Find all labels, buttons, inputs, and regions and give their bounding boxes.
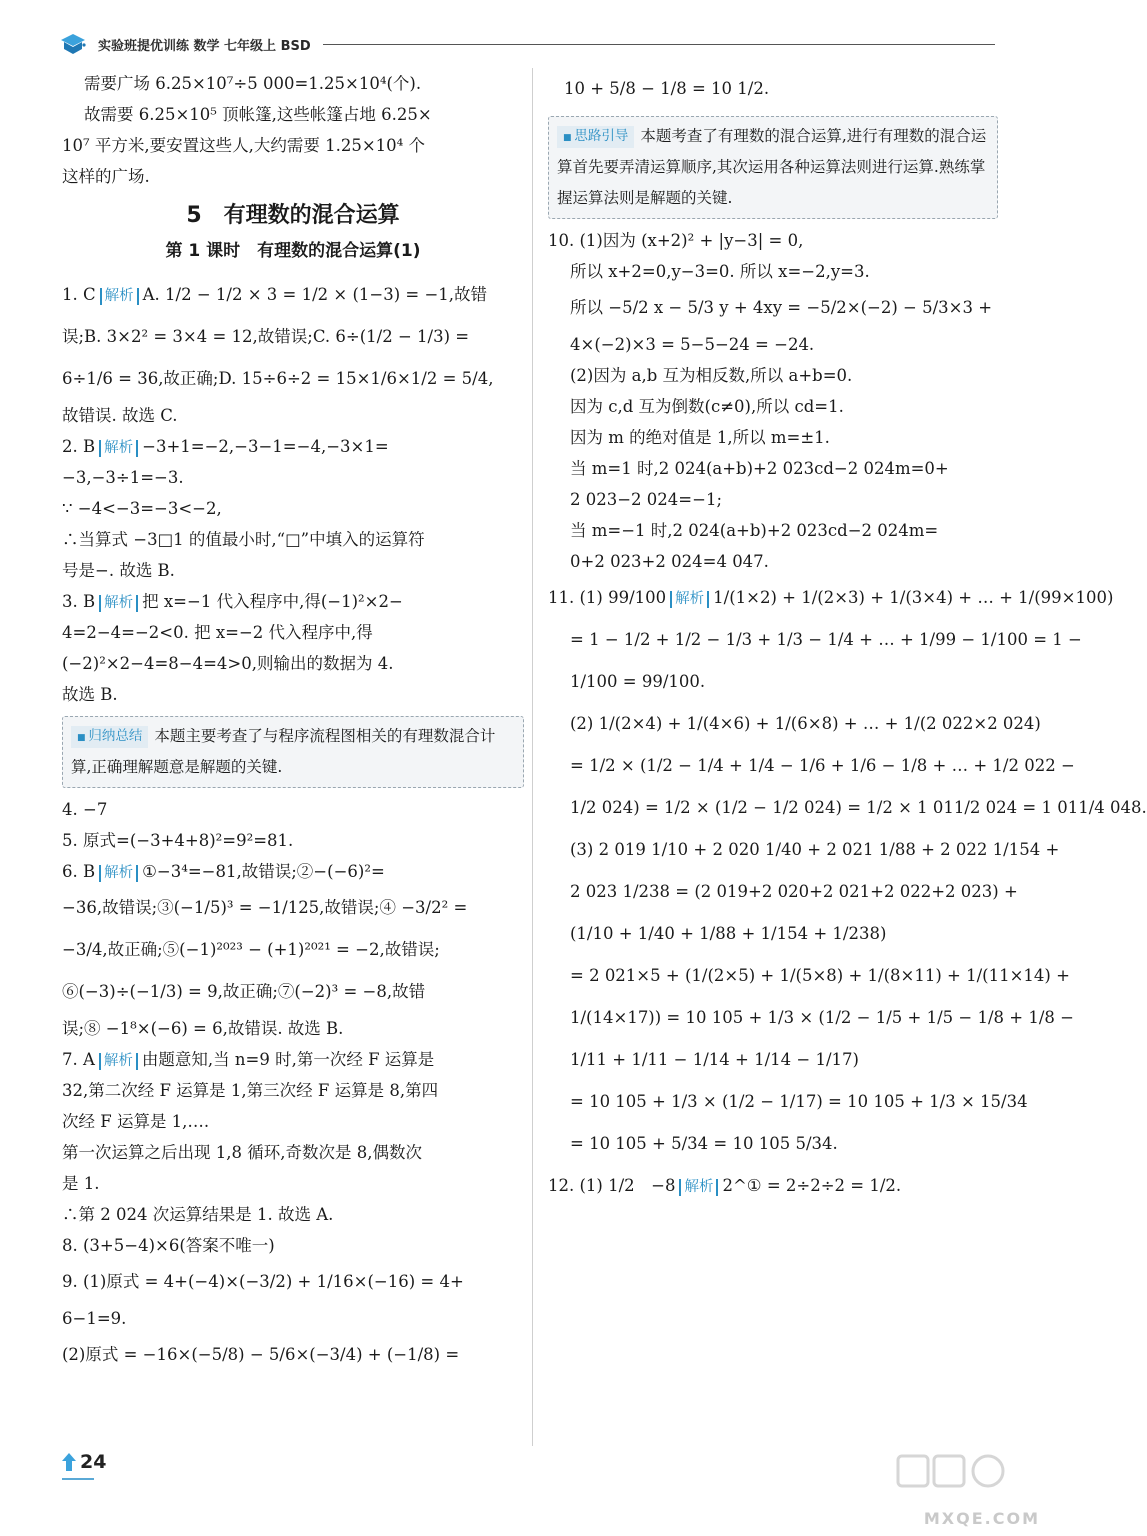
answer-line: = 1 − 1/2 + 1/2 − 1/3 + 1/3 − 1/4 + … + 1/99 − 1/100 = 1 − xyxy=(570,630,1082,649)
answer-line: ⑥(−3)÷(−1/3) = 9,故正确;⑦(−2)³ = −8,故错 xyxy=(62,982,426,1001)
page-underline xyxy=(62,1478,94,1480)
answer-line: 4=2−4=−2<0. 把 x=−2 代入程序中,得 xyxy=(62,623,373,642)
watermark-text: MXQE.COM xyxy=(923,1509,1040,1528)
intro-line: 这样的广场. xyxy=(62,167,150,186)
arrow-up-icon xyxy=(62,1453,76,1471)
answer-5: 5. 原式=(−3+4+8)²=9²=81. xyxy=(62,831,294,850)
answer-text: 1/(1×2) + 1/(2×3) + 1/(3×4) + … + 1/(99×100) xyxy=(713,588,1114,607)
analysis-tag: 解析 xyxy=(99,595,138,612)
summary-note xyxy=(62,716,524,788)
answer-line: = 10 105 + 5/34 = 10 105 5/34. xyxy=(570,1134,838,1153)
analysis-tag: 解析 xyxy=(100,288,139,305)
answer-line: 1/100 = 99/100. xyxy=(570,672,706,691)
intro-line: 10⁷ 平方米,要安置这些人,大约需要 1.25×10⁴ 个 xyxy=(62,136,426,155)
page-number: 24 xyxy=(80,1451,107,1473)
note-label: ■ 归纳总结 xyxy=(71,726,148,748)
answer-line: −3/4,故正确;⑤(−1)²⁰²³ − (+1)²⁰²¹ = −2,故错误; xyxy=(62,940,440,959)
answer-line: 第一次运算之后出现 1,8 循环,奇数次是 8,偶数次 xyxy=(62,1143,422,1162)
lesson-title: 第 1 课时 有理数的混合运算(1) xyxy=(165,241,421,261)
answer-line: (2)因为 a,b 互为相反数,所以 a+b=0. xyxy=(570,366,853,385)
answer-text: −3+1=−2,−3−1=−4,−3×1= xyxy=(142,437,389,456)
answer-6 xyxy=(62,856,524,887)
answer-number: 2. B xyxy=(62,437,96,456)
right-column xyxy=(548,68,1147,1207)
answer-text: ①−3⁴=−81,故错误;②−(−6)²= xyxy=(142,862,385,881)
page-number-badge xyxy=(62,1448,106,1476)
answer-2 xyxy=(62,431,524,462)
answer-line: 是 1. xyxy=(62,1174,100,1193)
answer-line: = 2 021×5 + (1/(2×5) + 1/(5×8) + 1/(8×11) + 1/(11×14) + xyxy=(570,966,1070,985)
answer-line: 误;⑧ −1⁸×(−6) = 6,故错误. 故选 B. xyxy=(62,1019,344,1038)
answer-line: 2 023 1/238 = (2 019+2 020+2 021+2 022+2 023) + xyxy=(570,882,1018,901)
answer-line: 误;B. 3×2² = 3×4 = 12,故错误;C. 6÷(1/2 − 1/3) = xyxy=(62,327,470,346)
answer-line: (3) 2 019 1/10 + 2 020 1/40 + 2 021 1/88 + 2 022 1/154 + xyxy=(570,840,1060,859)
analysis-tag: 解析 xyxy=(679,1179,718,1196)
answer-number: 6. B xyxy=(62,862,96,881)
answer-line: 2 023−2 024=−1; xyxy=(570,490,723,509)
answer-line: = 1/2 × (1/2 − 1/4 + 1/4 − 1/6 + 1/6 − 1/8 + … + 1/2 022 − xyxy=(570,756,1075,775)
answer-7 xyxy=(62,1044,524,1075)
analysis-tag: 解析 xyxy=(99,865,138,882)
answer-number: 3. B xyxy=(62,592,96,611)
answer-line: (2) 1/(2×4) + 1/(4×6) + 1/(6×8) + … + 1/(2 022×2 024) xyxy=(570,714,1041,733)
answer-line: 号是−. 故选 B. xyxy=(62,561,175,580)
answer-line: 所以 −5/2 x − 5/3 y + 4xy = −5/2×(−2) − 5/3×3 + xyxy=(570,298,993,317)
answer-line: 因为 c,d 互为倒数(c≠0),所以 cd=1. xyxy=(570,397,844,416)
note-label: ■ 思路引导 xyxy=(557,126,634,148)
answer-line: 1/2 024) = 1/2 × (1/2 − 1/2 024) = 1/2 × 1 011/2 024 = 1 011/4 048. xyxy=(570,798,1147,817)
column-divider xyxy=(532,68,533,1446)
answer-line: −3,−3÷1=−3. xyxy=(62,468,184,487)
answer-line: 次经 F 运算是 1,…. xyxy=(62,1112,210,1131)
answer-number: 11. (1) 99/100 xyxy=(548,588,667,607)
answer-10: 10. (1)因为 (x+2)² + |y−3| = 0, xyxy=(548,231,804,250)
answer-line: ∴当算式 −3□1 的值最小时,“□”中填入的运算符 xyxy=(62,530,425,549)
answer-text: A. 1/2 − 1/2 × 3 = 1/2 × (1−3) = −1,故错 xyxy=(142,285,488,304)
analysis-tag: 解析 xyxy=(99,1053,138,1070)
book-logo-icon xyxy=(60,33,86,55)
answer-number: 1. C xyxy=(62,285,96,304)
answer-line: 1/11 + 1/11 − 1/14 + 1/14 − 1/17) xyxy=(570,1050,859,1069)
answer-line: −36,故错误;③(−1/5)³ = −1/125,故错误;④ −3/2² = xyxy=(62,898,468,917)
answer-8: 8. (3+5−4)×6(答案不唯一) xyxy=(62,1236,275,1255)
answer-line: 6−1=9. xyxy=(62,1309,127,1328)
answer-line: 当 m=−1 时,2 024(a+b)+2 023cd−2 024m= xyxy=(570,521,939,540)
answer-text: 把 x=−1 代入程序中,得(−1)²×2− xyxy=(142,592,403,611)
answer-9: 9. (1)原式 = 4+(−4)×(−3/2) + 1/16×(−16) = 4+ xyxy=(62,1272,464,1291)
answer-line: 10 + 5/8 − 1/8 = 10 1/2. xyxy=(564,79,770,98)
answer-line: 故错误. 故选 C. xyxy=(62,406,178,425)
answer-1 xyxy=(62,274,524,316)
answer-line: 1/(14×17)) = 10 105 + 1/3 × (1/2 − 1/5 + 1/5 − 1/8 + 1/8 − xyxy=(570,1008,1074,1027)
page-header xyxy=(60,30,995,58)
answer-line: (1/10 + 1/40 + 1/88 + 1/154 + 1/238) xyxy=(570,924,887,943)
section-title: 5 有理数的混合运算 xyxy=(186,203,400,228)
header-rule xyxy=(323,44,995,45)
left-column xyxy=(62,68,524,1376)
answer-4: 4. −7 xyxy=(62,800,108,819)
note-text: 本题考查了有理数的混合运算,进行有理数的混合运算首先要弄清运算顺序,其次运用各种运算法则进行运算.熟练掌握运算法则是解题的关键. xyxy=(557,127,987,207)
answer-line: (−2)²×2−4=8−4=4>0,则输出的数据为 4. xyxy=(62,654,394,673)
answer-line: 4×(−2)×3 = 5−5−24 = −24. xyxy=(570,335,815,354)
answer-line: 32,第二次经 F 运算是 1,第三次经 F 运算是 8,第四 xyxy=(62,1081,439,1100)
analysis-tag: 解析 xyxy=(670,591,709,608)
answer-line: = 10 105 + 1/3 × (1/2 − 1/17) = 10 105 + 1/3 × 15/34 xyxy=(570,1092,1028,1111)
answer-line: 因为 m 的绝对值是 1,所以 m=±1. xyxy=(570,428,830,447)
answer-line: ∴第 2 024 次运算结果是 1. 故选 A. xyxy=(62,1205,334,1224)
header-title: 实验班提优训练 数学 七年级上 BSD xyxy=(98,38,311,54)
answer-11 xyxy=(548,577,1114,619)
answer-line: 6÷1/6 = 36,故正确;D. 15÷6÷2 = 15×1/6×1/2 = 5/4, xyxy=(62,369,494,388)
note-text: 本题主要考查了与程序流程图相关的有理数混合计算,正确理解题意是解题的关键. xyxy=(71,727,496,776)
answer-line: 0+2 023+2 024=4 047. xyxy=(570,552,769,571)
answer-3 xyxy=(62,586,524,617)
answer-line: 当 m=1 时,2 024(a+b)+2 023cd−2 024m=0+ xyxy=(570,459,949,478)
analysis-tag: 解析 xyxy=(99,440,138,457)
intro-line: 需要广场 6.25×10⁷÷5 000=1.25×10⁴(个). xyxy=(84,74,422,93)
answer-line: 所以 x+2=0,y−3=0. 所以 x=−2,y=3. xyxy=(570,262,870,281)
intro-line: 故需要 6.25×10⁵ 顶帐篷,这些帐篷占地 6.25× xyxy=(84,105,432,124)
answer-number: 7. A xyxy=(62,1050,95,1069)
answer-text: 由题意知,当 n=9 时,第一次经 F 运算是 xyxy=(141,1050,435,1069)
answer-12 xyxy=(548,1165,998,1207)
answer-line: (2)原式 = −16×(−5/8) − 5/6×(−3/4) + (−1/8) = xyxy=(62,1345,460,1364)
answer-line: 故选 B. xyxy=(62,685,118,704)
guide-note xyxy=(548,116,998,219)
answer-line: ∵ −4<−3=−3<−2, xyxy=(62,499,222,518)
answer-number: 12. (1) 1/2 −8 xyxy=(548,1176,676,1195)
answer-text: 2^① = 2÷2÷2 = 1/2. xyxy=(722,1176,902,1195)
